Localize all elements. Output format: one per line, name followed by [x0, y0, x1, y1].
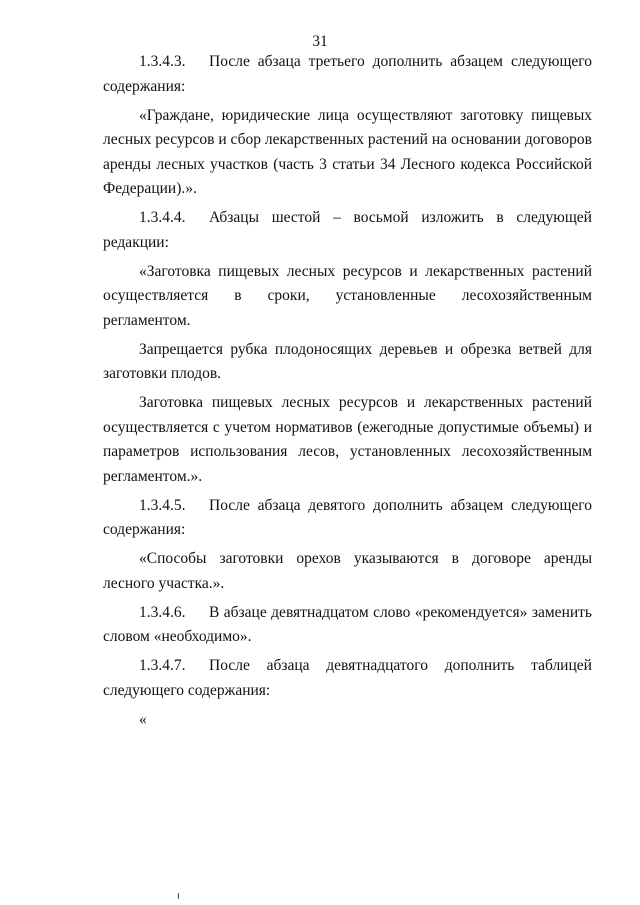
heading-word: «рекомендуется» — [414, 603, 528, 621]
heading-word: абзаца — [257, 496, 301, 514]
quoted-paragraph: Запрещается рубка плодоносящих деревьев и обрезка ветвей для заготовки плодов. — [103, 340, 592, 382]
item-number: 1.3.4.5. — [139, 496, 186, 514]
heading-word: – — [333, 209, 341, 226]
item-continuation: содержания: — [103, 77, 186, 95]
heading-word: абзаце — [223, 603, 267, 621]
item-continuation: содержания: — [103, 521, 186, 538]
item-continuation: редакции: — [103, 233, 169, 251]
item-number: 1.3.4.3. — [139, 53, 186, 70]
heading-word: девятого — [308, 496, 366, 514]
scan-mark — [178, 893, 179, 899]
heading-word: заменить — [531, 603, 592, 621]
heading-word: слово — [373, 603, 411, 621]
item-number: 1.3.4.6. — [139, 603, 186, 621]
heading-word: следующей — [516, 209, 592, 226]
item-heading-words — [209, 601, 592, 626]
heading-word: абзацем — [450, 496, 504, 514]
heading-word: После — [209, 657, 250, 674]
heading-word: шестой — [271, 209, 321, 226]
item-heading-1-3-4-6 — [103, 601, 592, 626]
page-number: 31 — [312, 33, 328, 50]
heading-word: следующего — [510, 496, 592, 514]
item-continuation: следующего содержания: — [103, 681, 271, 699]
heading-word: третьего — [308, 53, 365, 70]
item-continuation: словом «необходимо». — [103, 628, 252, 645]
item-number: 1.3.4.4. — [139, 209, 186, 226]
heading-word: абзацем — [450, 53, 503, 70]
heading-word: дополнить — [444, 657, 515, 674]
item-number: 1.3.4.7. — [139, 657, 186, 674]
item-heading-words — [209, 494, 592, 519]
heading-word: После — [209, 496, 250, 514]
heading-word: в — [496, 209, 504, 226]
document-body — [103, 50, 592, 732]
item-heading-1-3-4-7 — [103, 654, 592, 679]
heading-word: В — [209, 603, 220, 621]
heading-word: девятнадцатом — [271, 603, 369, 621]
heading-word: дополнить — [372, 53, 443, 70]
heading-word: таблицей — [531, 657, 592, 674]
item-heading-1-3-4-5 — [103, 494, 592, 519]
heading-word: абзаца — [257, 53, 301, 70]
quoted-paragraph: «Заготовка пищевых лесных ресурсов и лекарственных растений осуществляется в сроки, установленные лесохозяйственным регламентом. — [103, 262, 592, 329]
heading-word: изложить — [421, 209, 484, 226]
heading-word: Абзацы — [209, 209, 260, 226]
item-heading-words — [209, 50, 592, 75]
item-heading-1-3-4-3 — [103, 50, 592, 75]
quoted-paragraph: «Способы заготовки орехов указываются в договоре аренды лесного участка.». — [103, 550, 592, 592]
heading-word: девятнадцатого — [326, 657, 428, 674]
item-heading-words — [209, 654, 592, 679]
heading-word: следующего — [510, 53, 592, 70]
quoted-paragraph: «Граждане, юридические лица осуществляют заготовку пищевых лесных ресурсов и сбор лекарственных растений на основании договоров аренды лесных участков (часть 3 статьи 34 Лесного кодекса Российской Федерации).». — [103, 106, 592, 197]
heading-word: восьмой — [353, 209, 409, 226]
item-heading-words — [209, 206, 592, 231]
quoted-paragraph: Заготовка пищевых лесных ресурсов и лекарственных растений осуществляется с учетом нормативов (ежегодные допустимые объемы) и параметров использования лесов, установленных лесохозяйственным регламентом.». — [103, 394, 592, 485]
heading-word: дополнить — [373, 496, 443, 514]
heading-word: абзаца — [266, 657, 310, 674]
item-heading-1-3-4-4 — [103, 206, 592, 231]
opening-quote-mark: « — [139, 710, 147, 728]
heading-word: После — [209, 53, 250, 70]
